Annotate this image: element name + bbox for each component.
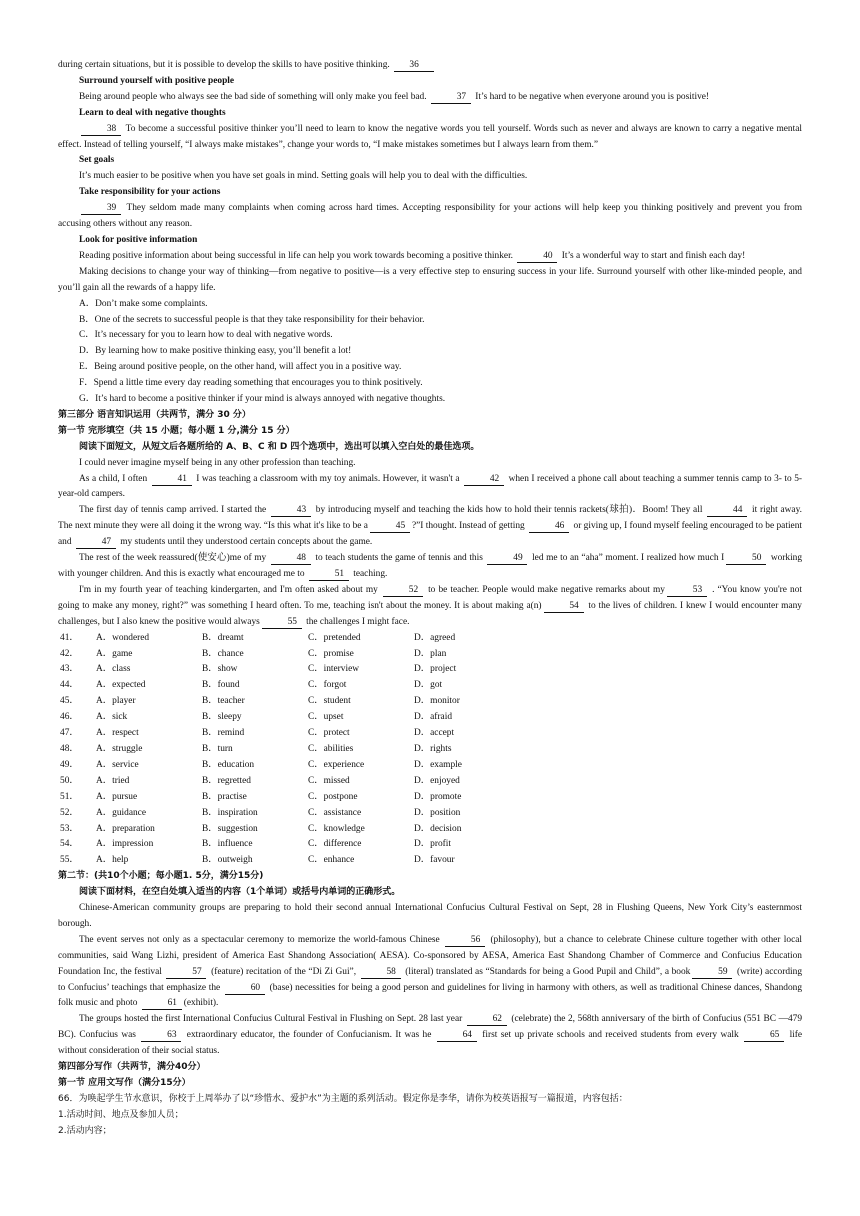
choice-number: 50． — [60, 775, 79, 786]
cloze-para-5: I'm in my fourth year of teaching kindergarten, and I'm often asked about my 52 to be teacher. People would make negative remarks about my 53 . “You know you're not going to make any money, right?” was something I heard often. To me, teaching isn't about the money. It is about making a(n) 54 to the lives of children. I knew I would encounter many challenges, but I also knew the positive would always 55 the challenges I might face. — [58, 584, 803, 627]
choice-option-c: C．interview — [308, 664, 360, 675]
para-goals: It’s much easier to be positive when you have set goals in mind. Setting goals will help you to deal with the difficulties. — [79, 171, 528, 182]
choice-option-b: B．found — [202, 680, 240, 691]
choice-option-a: A．service — [96, 759, 139, 770]
blank-49: 49 — [487, 552, 527, 565]
heading-responsibility: Take responsibility for your actions — [79, 187, 221, 198]
choice-option-a: A．help — [96, 855, 129, 866]
question-66: 66．为唤起学生节水意识，你校于上周举办了以“珍惜水、爱护水”为主题的系列活动。假定你是李华，请你为校英语报写一篇报道，内容包括： — [58, 1093, 628, 1104]
writing-item-2: 2.活动内容； — [58, 1125, 112, 1136]
blank-46: 46 — [529, 520, 569, 533]
choice-number: 51． — [60, 791, 79, 802]
blank-55: 55 — [262, 616, 302, 629]
blank-38: 38 — [81, 123, 121, 136]
choice-option-c: C．enhance — [308, 855, 355, 866]
choice-row — [58, 742, 802, 758]
choice-option-d: D．position — [414, 807, 461, 818]
choice-option-b: B．teacher — [202, 696, 245, 707]
choice-option-c: C．student — [308, 696, 351, 707]
choice-option-d: D．profit — [414, 839, 451, 850]
choice-option-b: B．sleepy — [202, 712, 242, 723]
blank-42: 42 — [464, 473, 504, 486]
blank-63: 63 — [141, 1029, 181, 1042]
choice-option-b: B．chance — [202, 648, 244, 659]
choice-option-d: D．accept — [414, 728, 455, 739]
para-information: Reading positive information about being successful in life can help you work towards becoming a positive thinker. 40 It’s a wonderful way to start and finish each day! — [79, 250, 746, 261]
choice-option-b: B．education — [202, 759, 255, 770]
blank-40: 40 — [517, 250, 557, 263]
blank-41: 41 — [152, 473, 192, 486]
cloze-para-4: The rest of the week reassured(使安心)me of my 48 to teach students the game of tennis and this 49 led me to an “aha” moment. I realized how much I 50 working with younger children. And this is exactly what encouraged me to 51 teaching. — [58, 553, 803, 579]
choice-number: 45． — [60, 696, 79, 707]
option-g: G．It’s hard to become a positive thinker if your mind is always annoyed with negative thoughts. — [79, 394, 446, 405]
fill-para-2: The event serves not only as a spectacular ceremony to memorize the world-famous Chinese 56 (philosophy), but a chance to celebrate Chinese culture together with other local communities, said Wang Lizhi, president of America East Shandong Association( AESA). Co-sponsored by AESA, America East Shandong Chamber of Commerce and Confucius Education Foundation Inc, the festival 57 (feature) recitation of the “Di Zi Gui”, 58 (literal) translated as “Standards for being a Good Pupil and Child”, a book 59 (write) according to Confucius’ teachings that emphasize the 60 (base) necessities for being a good person and guidelines for living in harmony with others, as well as traditional Chinese dances, Shandong folk music and photo 61 (exhibit). — [58, 934, 803, 1009]
choice-number: 42． — [60, 648, 79, 659]
choice-number: 54． — [60, 839, 79, 850]
choice-option-b: B．turn — [202, 743, 233, 754]
choice-row — [58, 710, 802, 726]
blank-58: 58 — [361, 966, 401, 979]
choice-option-d: D．example — [414, 759, 462, 770]
choice-option-c: C．pretended — [308, 632, 361, 643]
fill-para-1: Chinese-American community groups are preparing to hold their second annual International Confucius Cultural Festival on Sept, 28 in Flushing Queens, New York City’s easternmost borough. — [58, 903, 802, 929]
choice-option-a: A．struggle — [96, 743, 143, 754]
heading-learn: Learn to deal with negative thoughts — [79, 107, 226, 118]
choice-option-c: C．assistance — [308, 807, 362, 818]
choice-row — [58, 726, 802, 742]
blank-62: 62 — [467, 1013, 507, 1026]
choice-number: 49． — [60, 759, 79, 770]
choice-option-d: D．agreed — [414, 632, 456, 643]
section1-instructions: 阅读下面短文，从短文后各题所给的 A、B、C 和 D 四个选项中，选出可以填入空白处的最佳选项。 — [79, 441, 480, 452]
section1-title: 第一节 完形填空（共 15 小题；每小题 1 分,满分 15 分） — [58, 425, 295, 436]
option-b: B．One of the secrets to successful people is that they take responsibility for their behavior. — [79, 314, 425, 325]
choice-number: 52． — [60, 807, 79, 818]
choice-row — [58, 631, 802, 647]
choice-option-b: B．influence — [202, 839, 253, 850]
blank-61: 61 — [142, 997, 182, 1010]
blank-47: 47 — [76, 536, 116, 549]
choice-option-b: B．practise — [202, 791, 247, 802]
choice-option-d: D．rights — [414, 743, 452, 754]
choice-option-a: A．preparation — [96, 823, 155, 834]
choice-number: 55． — [60, 855, 79, 866]
blank-65: 65 — [744, 1029, 784, 1042]
choice-option-d: D．promote — [414, 791, 462, 802]
choice-option-c: C．knowledge — [308, 823, 365, 834]
choice-option-b: B．suggestion — [202, 823, 258, 834]
heading-information: Look for positive information — [79, 234, 198, 245]
choice-option-b: B．regretted — [202, 775, 251, 786]
para-responsibility: 39 They seldom made many complaints when coming across hard times. Accepting responsibility for your actions will help keep you thinking positively and prevent you from accusing others without any reason. — [58, 203, 802, 230]
blank-36: 36 — [394, 59, 434, 72]
choice-row — [58, 837, 802, 853]
choice-option-c: C．missed — [308, 775, 350, 786]
choice-option-c: C．difference — [308, 839, 362, 850]
choice-option-b: B．dreamt — [202, 632, 244, 643]
choice-option-d: D．plan — [414, 648, 447, 659]
choice-number: 44． — [60, 680, 79, 691]
writing-item-1: 1.活动时间、地点及参加人员； — [58, 1109, 184, 1120]
para-learn: 38 To become a successful positive thinker you’ll need to learn to know the negative words you tell yourself. Words such as never and always are known to carry a negative mental effect. Instead of telling yourself, “I always make mistakes”, change your words to, “I make mistakes sometimes but I always learn from them.” — [58, 123, 802, 150]
heading-goals: Set goals — [79, 155, 115, 166]
choice-option-c: C．abilities — [308, 743, 354, 754]
blank-44: 44 — [707, 504, 747, 517]
choice-row — [58, 662, 802, 678]
choice-option-c: C．protect — [308, 728, 350, 739]
choice-number: 41． — [60, 632, 79, 643]
cloze-choices — [58, 631, 802, 870]
choice-option-d: D．monitor — [414, 696, 460, 707]
choice-option-a: A．wondered — [96, 632, 150, 643]
blank-43: 43 — [271, 504, 311, 517]
option-d: D．By learning how to make positive thinking easy, you’ll benefit a lot! — [79, 346, 352, 357]
option-c: C．It’s necessary for you to learn how to deal with negative words. — [79, 330, 333, 341]
writing-section1-title: 第一节 应用文写作（满分15分） — [58, 1078, 191, 1088]
choice-option-c: C．promise — [308, 648, 354, 659]
heading-surround: Surround yourself with positive people — [79, 75, 235, 86]
choice-option-a: A．guidance — [96, 807, 146, 818]
cloze-para-2: As a child, I often 41 I was teaching a classroom with my toy animals. However, it wasn't a 42 when I received a phone call about teaching a summer tennis camp to 3- to 5-year-old campers. — [58, 473, 803, 500]
choice-number: 46． — [60, 712, 79, 723]
choice-option-c: C．upset — [308, 712, 344, 723]
choice-row — [58, 774, 802, 790]
choice-number: 47． — [60, 728, 79, 739]
para-making-decisions: Making decisions to change your way of thinking—from negative to positive—is a very effective step to ensuring success in your life. Surround yourself with other like-minded people, and you’ll gain all the rewards of a happy life. — [58, 266, 802, 293]
choice-option-c: C．experience — [308, 759, 365, 770]
cloze-para-3: The first day of tennis camp arrived. I started the 43 by introducing myself and teaching the kids how to hold their tennis rackets(球拍)．Boom! They all 44 it right away. The next minute they were all doing it the wrong way. “Is this what it's like to be a 45 ?”I thought. Instead of getting 46 or giving up, I found myself feeling encouraged to be patient and 47 my students until they understood certain concepts about the game. — [58, 505, 803, 548]
choice-option-b: B．show — [202, 664, 238, 675]
passage-tail: during certain situations, but it is possible to develop the skills to have positive thinking. 36 — [58, 58, 802, 74]
option-f: F．Spend a little time every day reading something that encourages you to think positively. — [79, 378, 423, 389]
choice-option-b: B．remind — [202, 728, 245, 739]
choice-option-d: D．favour — [414, 855, 455, 866]
choice-row — [58, 647, 802, 663]
choice-option-c: C．forgot — [308, 680, 347, 691]
choice-option-a: A．tried — [96, 775, 130, 786]
blank-53: 53 — [667, 584, 707, 597]
blank-51: 51 — [309, 568, 349, 581]
blank-59: 59 — [692, 966, 732, 979]
choice-row — [58, 853, 802, 869]
choice-row — [58, 822, 802, 838]
choice-row — [58, 806, 802, 822]
choice-option-d: D．enjoyed — [414, 775, 460, 786]
blank-64: 64 — [437, 1029, 477, 1042]
choice-number: 53． — [60, 823, 79, 834]
choice-option-b: B．outweigh — [202, 855, 253, 866]
choice-option-a: A．respect — [96, 728, 139, 739]
choice-option-d: D．afraid — [414, 712, 453, 723]
option-a: A．Don’t make some complaints. — [79, 298, 208, 309]
blank-50: 50 — [726, 552, 766, 565]
choice-row — [58, 758, 802, 774]
choice-option-d: D．decision — [414, 823, 462, 834]
blank-52: 52 — [383, 584, 423, 597]
blank-60: 60 — [225, 982, 265, 995]
choice-option-a: A．player — [96, 696, 136, 707]
section2-title: 第二节：(共10个小题；每小题1. 5分，满分15分) — [58, 871, 264, 882]
cloze-para-1: I could never imagine myself being in any other profession than teaching. — [79, 457, 356, 468]
fill-para-3: The groups hosted the first International Confucius Cultural Festival in Flushing on Sept. 28 last year 62 (celebrate) the 2, 568th anniversary of the birth of Confucius (551 BC —479 BC). Confucius was 63 extraordinary educator, the founder of Confucianism. It was he 64 first set up private schools and received students from every walk 65 life without consideration of their social status. — [58, 1014, 803, 1057]
blank-37: 37 — [431, 91, 471, 104]
choice-option-c: C．postpone — [308, 791, 358, 802]
choice-row — [58, 694, 802, 710]
choice-option-a: A．class — [96, 664, 131, 675]
choice-option-a: A．impression — [96, 839, 154, 850]
blank-56: 56 — [445, 934, 485, 947]
choice-number: 43． — [60, 664, 79, 675]
part4-title: 第四部分写作（共两节，满分40分） — [58, 1062, 206, 1073]
choice-option-a: A．pursue — [96, 791, 138, 802]
choice-option-a: A．sick — [96, 712, 128, 723]
para-surround: Being around people who always see the bad side of something will only make you feel bad. 37 It’s hard to be negative when everyone around you is positive! — [79, 91, 710, 102]
choice-row — [58, 790, 802, 806]
blank-39: 39 — [81, 202, 121, 215]
section2-instructions: 阅读下面材料，在空白处填入适当的内容（1个单词）或括号内单词的正确形式。 — [79, 887, 401, 898]
option-e: E．Being around positive people, on the other hand, will affect you in a positive way. — [79, 362, 402, 373]
choice-option-d: D．project — [414, 664, 457, 675]
blank-48: 48 — [271, 552, 311, 565]
choice-row — [58, 678, 802, 694]
choice-option-a: A．expected — [96, 680, 146, 691]
choice-option-b: B．inspiration — [202, 807, 258, 818]
part3-title: 第三部分 语言知识运用（共两节，满分 30 分） — [58, 409, 251, 420]
blank-45: 45 — [370, 520, 410, 533]
blank-54: 54 — [544, 600, 584, 613]
choice-option-a: A．game — [96, 648, 133, 659]
choice-option-d: D．got — [414, 680, 443, 691]
choice-number: 48． — [60, 743, 79, 754]
blank-57: 57 — [166, 966, 206, 979]
